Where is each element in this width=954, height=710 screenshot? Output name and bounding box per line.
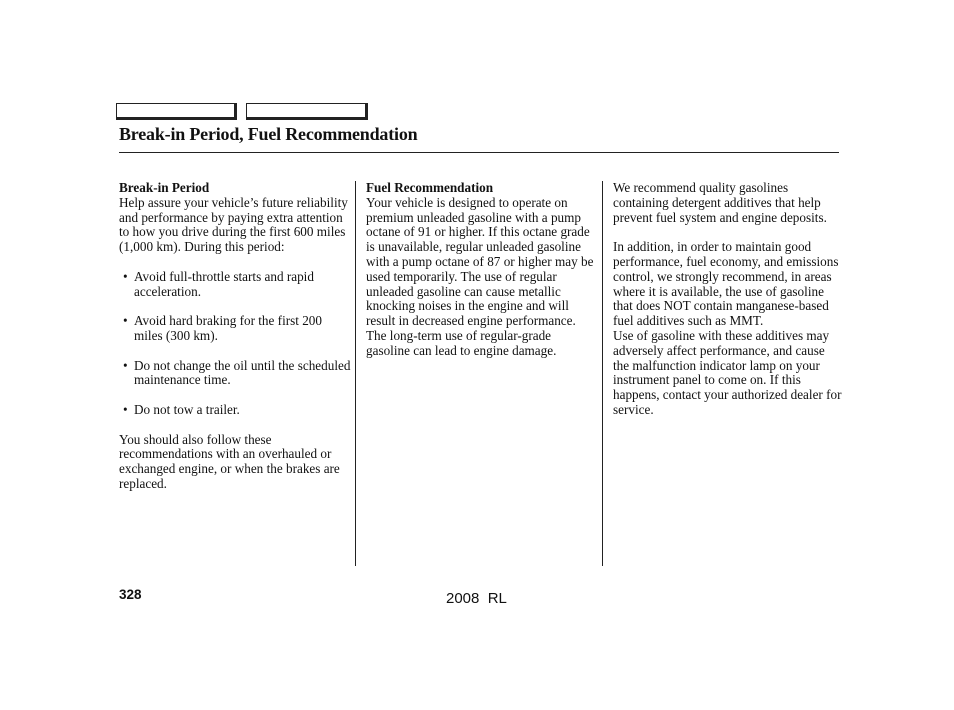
- nav-tab-previous[interactable]: [116, 103, 237, 120]
- additives-column: [613, 181, 843, 418]
- bullet-dot: •: [123, 313, 128, 329]
- bullet-item: [119, 359, 351, 389]
- bullet-dot: •: [123, 357, 128, 373]
- break-in-intro: Help assure your vehicle’s future reliability and performance by paying extra attention to how you drive during the first 600 miles (1,000 km). During this period:: [119, 194, 348, 255]
- bullet-item: [119, 314, 351, 344]
- column-divider-2: [602, 181, 603, 566]
- break-in-heading: Break-in Period: [119, 180, 210, 195]
- title-divider: [119, 152, 839, 153]
- bullet-text: Avoid full-throttle starts and rapid acceleration.: [134, 268, 314, 299]
- nav-tab-next[interactable]: [246, 103, 368, 120]
- bullet-dot: •: [123, 401, 128, 417]
- fuel-column: [366, 181, 598, 359]
- page-number: 328: [119, 587, 142, 602]
- bullet-item: [119, 403, 351, 418]
- column-divider-1: [355, 181, 356, 566]
- break-in-closing: You should also follow these recommendations with an overhauled or exchanged engine, or when the brakes are replaced.: [119, 431, 340, 491]
- bullet-dot: •: [123, 268, 128, 284]
- bullet-item: [119, 270, 351, 300]
- bullet-text: Avoid hard braking for the first 200 miles (300 km).: [134, 313, 322, 343]
- bullet-text: Do not change the oil until the scheduled maintenance time.: [134, 357, 351, 388]
- additives-paragraph-2: In addition, in order to maintain good performance, fuel economy, and emissions control, we strongly recommend, in areas where it is available, the use of gasoline that does NOT contain manganese-based fuel additives such as MMT.: [613, 239, 839, 329]
- fuel-body: Your vehicle is designed to operate on premium unleaded gasoline with a pump octane of 91 or higher. If this octane grade is unavailable, regular unleaded gasoline with a pump octane of 87 or higher may be used temporarily. The use of regular unleaded gasoline can cause metallic knocking noises in the engine and will result in decreased engine performance. The long-term use of regular-grade gasoline can lead to engine damage.: [366, 194, 594, 358]
- additives-paragraph-3: Use of gasoline with these additives may adversely affect performance, and cause the malfunction indicator lamp on your instrument panel to come on. If this happens, contact your authorized dealer for service.: [613, 327, 842, 417]
- additives-paragraph-1: We recommend quality gasolines containing detergent additives that help prevent fuel system and engine deposits.: [613, 180, 827, 225]
- footer-model: 2008 RL: [446, 590, 507, 607]
- fuel-heading: Fuel Recommendation: [366, 180, 494, 195]
- page-title: Break-in Period, Fuel Recommendation: [119, 124, 418, 144]
- break-in-column: [119, 181, 351, 492]
- bullet-text: Do not tow a trailer.: [134, 401, 240, 417]
